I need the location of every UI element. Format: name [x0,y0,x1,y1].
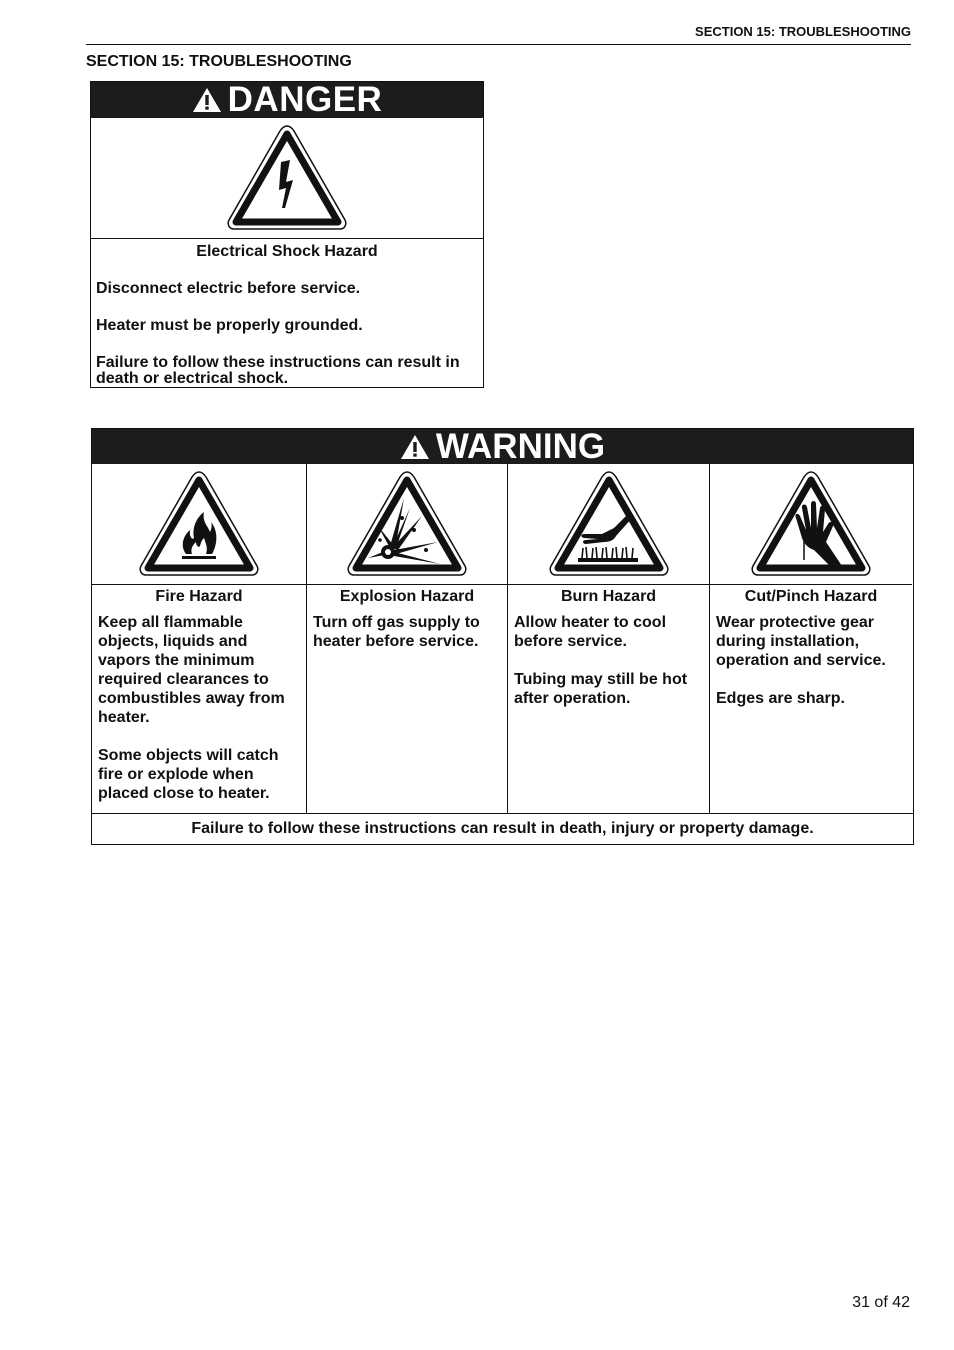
danger-line-1: Disconnect electric before service. [96,280,361,297]
hazard-column-explosion [307,464,508,813]
hazard-paragraph: Allow heater to cool before service. [514,614,667,650]
danger-icon-area [91,118,483,239]
warning-signal-bar [92,426,913,466]
burn-hazard-icon [546,468,672,580]
warning-box [91,428,914,845]
hazard-body [307,613,507,651]
hazard-paragraph: Wear protective gear during installation, operation and service. [716,614,886,669]
warning-footer: Failure to follow these instructions can result in death, injury or property damage. [191,820,814,837]
danger-signal-word: DANGER [227,80,383,119]
explosion-hazard-icon [344,468,470,580]
danger-signal-bar [91,82,483,118]
hazard-body [508,613,709,708]
page-number: 31 of 42 [852,1294,910,1311]
alert-triangle-icon [192,87,222,113]
hazard-title: Cut/Pinch Hazard [744,588,878,605]
hazard-paragraph: Tubing may still be hot after operation. [514,671,688,707]
hazard-column-fire [92,464,307,813]
alert-triangle-icon [400,434,430,460]
hazard-icon-area [92,464,306,585]
danger-line-2: Heater must be properly grounded. [96,317,363,334]
hazard-paragraph: Turn off gas supply to heater before service. [313,614,480,650]
hazard-paragraph: Keep all flammable objects, liquids and vapors the minimum required clearances to combustibles away from heater. [98,614,285,726]
hazard-icon-area [307,464,507,585]
hazard-body [710,613,912,708]
electrical-shock-icon [224,122,350,234]
hazard-paragraph: Some objects will catch fire or explode when placed close to heater. [98,747,279,802]
warning-signal-word: WARNING [435,426,606,466]
hazard-title: Burn Hazard [560,588,657,605]
hazard-icon-area [710,464,912,585]
danger-line-3: Failure to follow these instructions can result in death or electrical shock. [96,354,460,387]
hazard-title: Explosion Hazard [339,588,475,605]
hazard-body [92,613,306,803]
hazard-column-burn [508,464,710,813]
fire-hazard-icon [136,468,262,580]
cut-pinch-hazard-icon [748,468,874,580]
running-head: SECTION 15: TROUBLESHOOTING [86,24,911,45]
danger-text [91,239,483,387]
hazard-icon-area [508,464,709,585]
section-title: SECTION 15: TROUBLESHOOTING [86,53,352,70]
hazard-columns [92,464,913,814]
hazard-paragraph: Edges are sharp. [716,690,845,707]
hazard-title: Fire Hazard [155,588,243,605]
hazard-column-cut-pinch [710,464,912,813]
danger-hazard-title: Electrical Shock Hazard [196,243,378,260]
danger-box [90,81,484,388]
